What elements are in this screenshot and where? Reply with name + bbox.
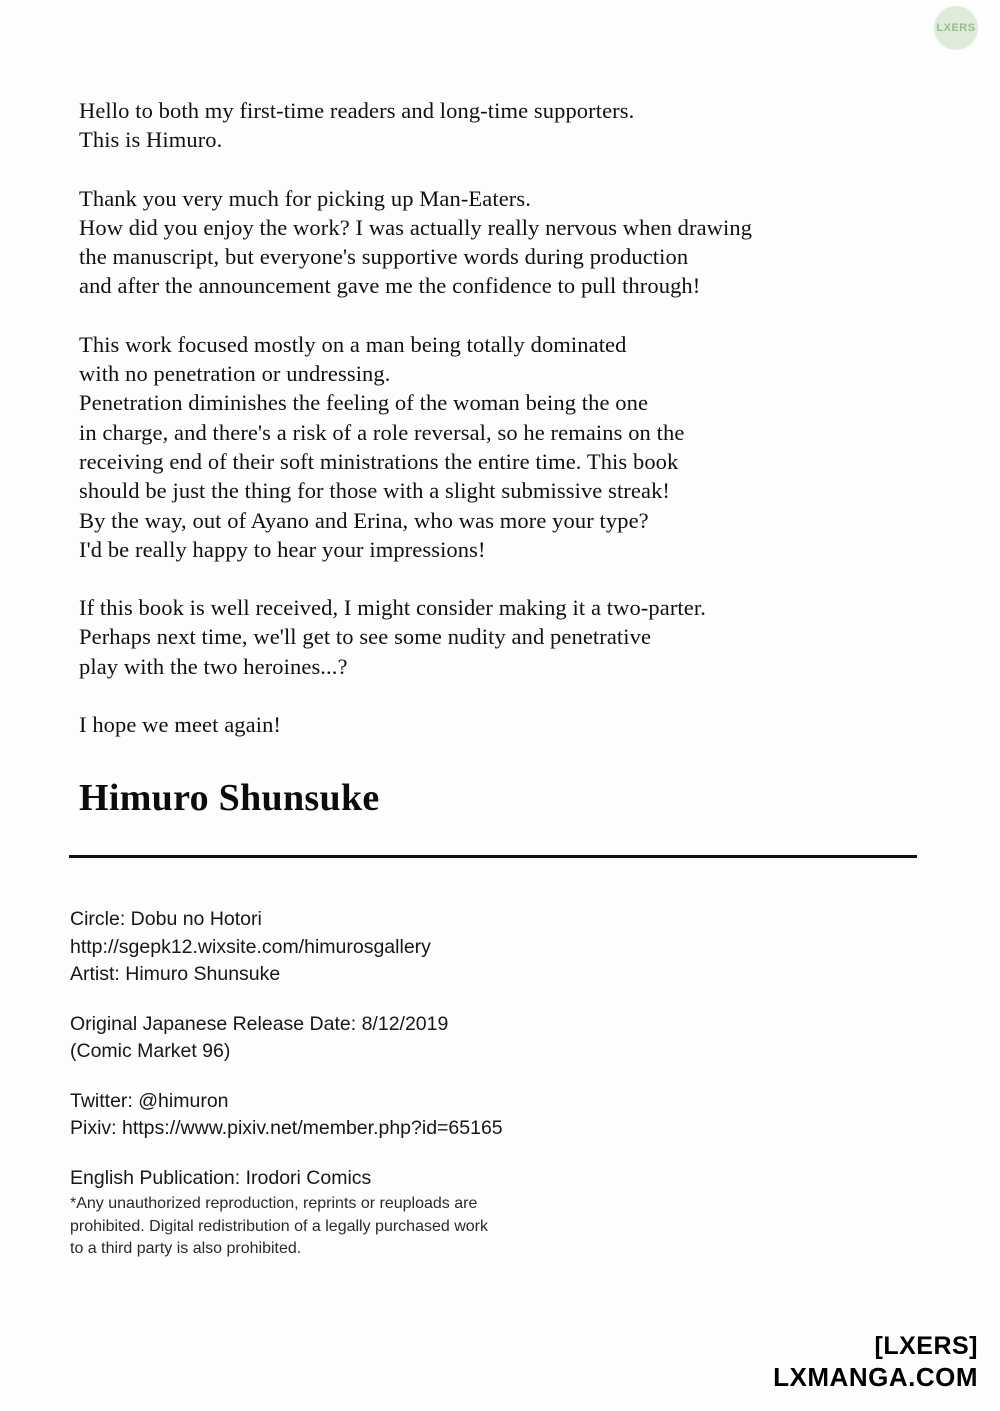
paragraph-spacer [79, 681, 899, 710]
credit-artist: Artist: Himuro Shunsuke [70, 963, 281, 985]
credit-event: (Comic Market 96) [70, 1040, 231, 1062]
afterword-line: the manuscript, but everyone's supportive words during production [79, 244, 689, 270]
afterword-line: play with the two heroines...? [79, 653, 348, 679]
paragraph-spacer [79, 301, 899, 330]
credit-twitter[interactable]: Twitter: @himuron [70, 1089, 229, 1112]
afterword-line: I hope we meet again! [79, 712, 282, 738]
credit-release-date: Original Japanese Release Date: 8/12/2019 [70, 1012, 449, 1035]
credit-pixiv[interactable]: Pixiv: https://www.pixiv.net/member.php?id=65165 [70, 1117, 503, 1139]
afterword-line: should be just the thing for those with a slight submissive streak! [79, 478, 671, 504]
afterword-line: Perhaps next time, we'll get to see some nudity and penetrative [79, 624, 652, 650]
afterword-text [79, 96, 899, 739]
footer-watermark-tag: [LXERS] [874, 1332, 978, 1360]
footer-watermark-site: LXMANGA.COM [773, 1362, 978, 1392]
afterword-line: and after the announcement gave me the confidence to pull through! [79, 273, 701, 299]
afterword-line: Penetration diminishes the feeling of the woman being the one [79, 390, 649, 416]
afterword-line: I'd be really happy to hear your impressions! [79, 536, 486, 562]
credit-website[interactable]: http://sgepk12.wixsite.com/himurosgallery [70, 935, 431, 958]
afterword-line: receiving end of their soft ministrations the entire time. This book [79, 448, 679, 474]
afterword-line: By the way, out of Ayano and Erina, who was more your type? [79, 507, 649, 533]
section-divider [69, 855, 917, 858]
disclaimer-line: to a third party is also prohibited. [70, 1240, 302, 1257]
credits-group-release [70, 1011, 770, 1066]
author-signature: Himuro Shunsuke [79, 777, 380, 819]
credits-group-publication [70, 1165, 770, 1193]
afterword-line: in charge, and there's a risk of a role reversal, so he remains on the [79, 419, 685, 445]
afterword-line: This work focused mostly on a man being totally dominated [79, 331, 627, 357]
credits-block [70, 906, 770, 1192]
credit-circle: Circle: Dobu no Hotori [70, 908, 262, 930]
footer-watermark [773, 1331, 978, 1393]
afterword-line: Hello to both my first-time readers and long-time supporters. [79, 98, 635, 123]
afterword-line: with no penetration or undressing. [79, 361, 391, 387]
credits-group-circle [70, 906, 770, 989]
corner-watermark-badge [934, 6, 978, 50]
afterword-line: How did you enjoy the work? I was actually really nervous when drawing [79, 214, 753, 240]
credits-group-social [70, 1088, 770, 1143]
paragraph-spacer [79, 564, 899, 593]
disclaimer-line: prohibited. Digital redistribution of a legally purchased work [70, 1217, 488, 1235]
disclaimer-line: *Any unauthorized reproduction, reprints or reuploads are [70, 1195, 478, 1212]
afterword-line: Thank you very much for picking up Man-Eaters. [79, 185, 531, 211]
afterword-line: If this book is well received, I might consider making it a two-parter. [79, 595, 706, 621]
corner-watermark-label: LXERS [936, 22, 976, 34]
credit-publication: English Publication: Irodori Comics [70, 1166, 372, 1189]
paragraph-spacer [79, 155, 899, 184]
disclaimer-text [70, 1193, 630, 1261]
afterword-line: This is Himuro. [79, 127, 223, 153]
